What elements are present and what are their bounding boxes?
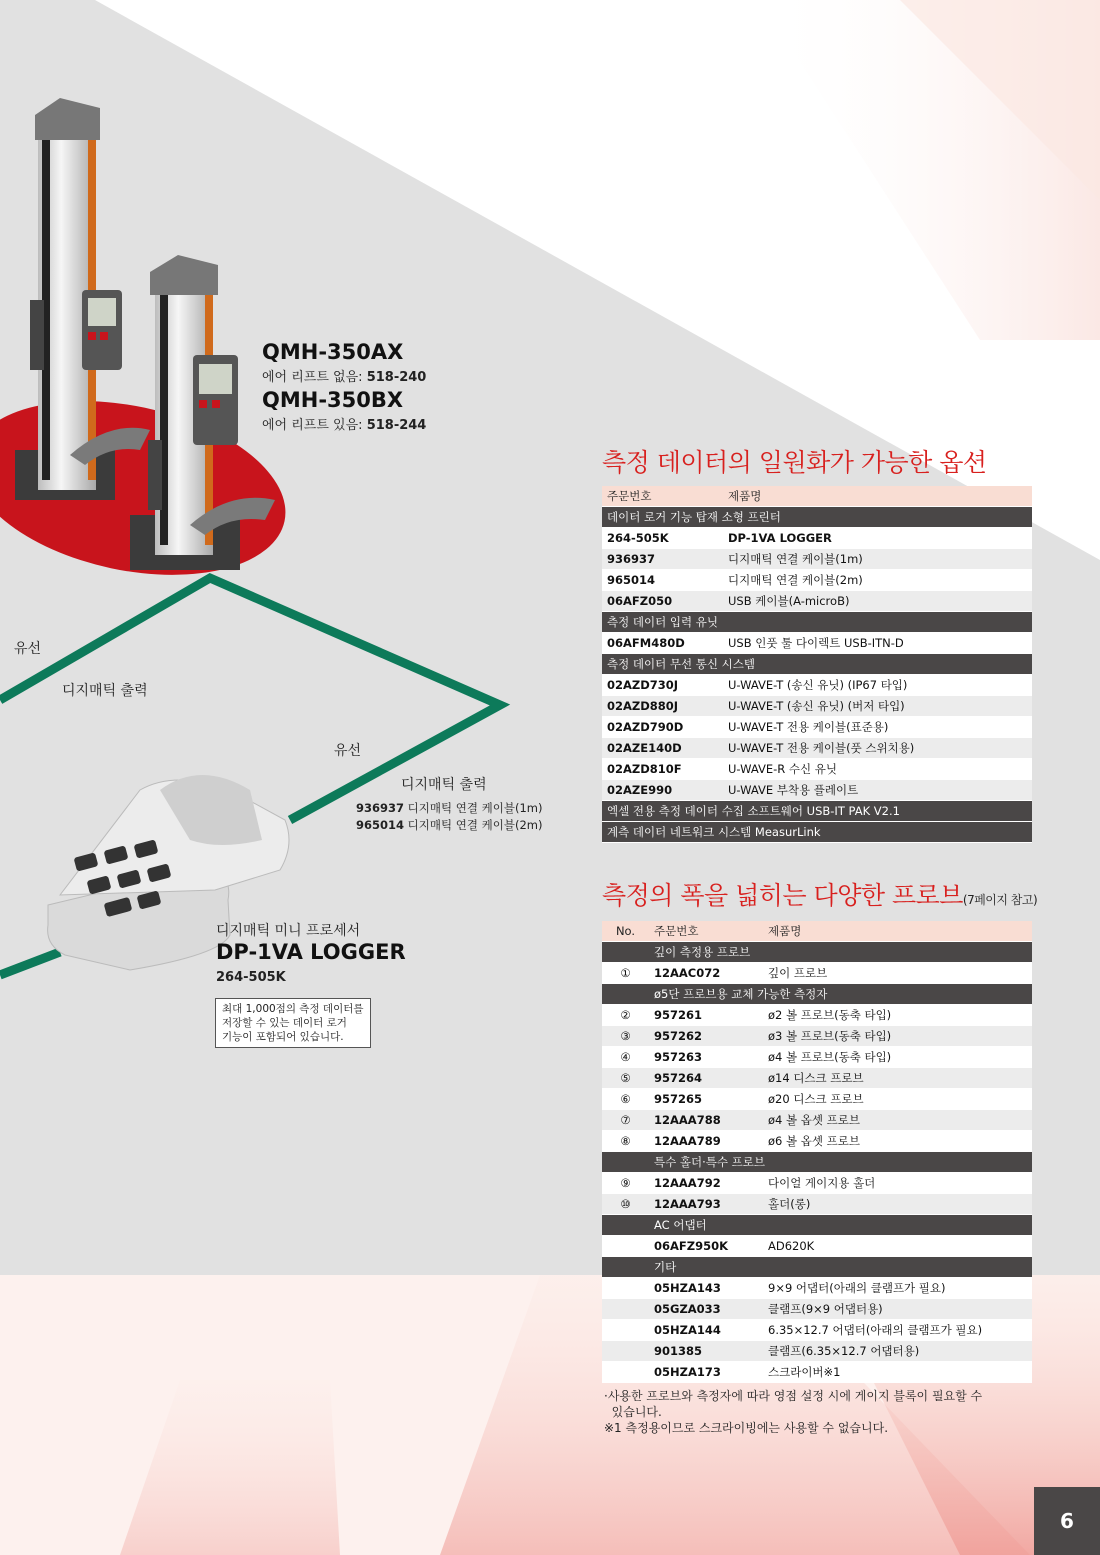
product-name: 다이얼 게이지용 홀더 <box>763 1173 1032 1194</box>
order-number: 965014 <box>602 570 723 591</box>
product-name: ø4 볼 프로브(동축 타입) <box>763 1047 1032 1068</box>
order-number: 264-505K <box>602 528 723 549</box>
order-number: 957263 <box>649 1047 763 1068</box>
product-name: U-WAVE-R 수신 유닛 <box>723 759 1032 780</box>
probes-title-ref: (7페이지 참고) <box>962 893 1038 907</box>
options-table <box>602 486 1032 843</box>
item-number <box>602 1299 649 1320</box>
item-number: ⑨ <box>602 1173 649 1194</box>
order-number: 06AFZ950K <box>649 1236 763 1257</box>
category-label: 특수 홀더·특수 프로브 <box>649 1152 1032 1173</box>
product-name: 디지매틱 연결 케이블(2m) <box>723 570 1032 591</box>
category-label: 기타 <box>649 1257 1032 1278</box>
logger-note-line: 최대 1,000점의 측정 데이터를 <box>222 1003 364 1015</box>
category-label: 측정 데이터 무선 통신 시스템 <box>602 654 1032 675</box>
table-row <box>602 717 1032 738</box>
note-line: 있습니다. <box>604 1405 662 1419</box>
category-label: 깊이 측정용 프로브 <box>649 942 1032 963</box>
category-spacer <box>602 1152 649 1173</box>
product-name: ø20 디스크 프로브 <box>763 1089 1032 1110</box>
qmh350ax-desc-text: 에어 리프트 없음: <box>262 370 367 385</box>
table-row <box>602 1005 1032 1026</box>
order-number: 05HZA173 <box>649 1362 763 1383</box>
cable-item <box>356 800 542 817</box>
item-number <box>602 1362 649 1383</box>
table-row <box>602 1089 1032 1110</box>
category-row <box>602 507 1032 528</box>
order-number: 02AZD880J <box>602 696 723 717</box>
product-name: 디지매틱 연결 케이블(1m) <box>723 549 1032 570</box>
item-number <box>602 1320 649 1341</box>
order-number: 05HZA143 <box>649 1278 763 1299</box>
item-number: ① <box>602 963 649 984</box>
table-header <box>602 921 1032 942</box>
category-spacer <box>602 1215 649 1236</box>
table-row <box>602 1026 1032 1047</box>
table-row <box>602 1173 1032 1194</box>
table-row <box>602 570 1032 591</box>
table-row <box>602 675 1032 696</box>
product-name: AD620K <box>763 1236 1032 1257</box>
wired-label-2: 유선 <box>334 743 362 759</box>
probes-table <box>602 921 1032 1383</box>
category-row <box>602 822 1032 843</box>
item-number: ⑧ <box>602 1131 649 1152</box>
table-row <box>602 780 1032 801</box>
cable-code: 936937 <box>356 801 405 815</box>
category-label: 데이터 로거 기능 탑재 소형 프린터 <box>602 507 1032 528</box>
order-number: 02AZE990 <box>602 780 723 801</box>
table-row <box>602 1320 1032 1341</box>
logger-caption: 디지매틱 미니 프로세서 <box>216 923 361 939</box>
cable-code: 965014 <box>356 818 405 832</box>
order-number: 12AAA793 <box>649 1194 763 1215</box>
qmh350ax-model: QMH-350AX <box>262 340 404 364</box>
table-row <box>602 1278 1032 1299</box>
product-name: U-WAVE-T 전용 케이블(표준용) <box>723 717 1032 738</box>
product-name: USB 인풋 툴 다이렉트 USB-ITN-D <box>723 633 1032 654</box>
column-header: 주문번호 <box>649 921 763 942</box>
item-number <box>602 1278 649 1299</box>
table-row <box>602 1341 1032 1362</box>
page-number: 6 <box>1034 1487 1100 1555</box>
product-name: 깊이 프로브 <box>763 963 1032 984</box>
table-row <box>602 738 1032 759</box>
table-row <box>602 696 1032 717</box>
logger-model: DP-1VA LOGGER <box>216 940 406 964</box>
table-row <box>602 963 1032 984</box>
order-number: 06AFM480D <box>602 633 723 654</box>
table-row <box>602 1362 1032 1383</box>
order-number: 12AAC072 <box>649 963 763 984</box>
category-label: ø5단 프로브용 교체 가능한 측정자 <box>649 984 1032 1005</box>
logger-note-line: 기능이 포함되어 있습니다. <box>222 1031 344 1043</box>
table-row <box>602 1131 1032 1152</box>
category-label: 측정 데이터 입력 유닛 <box>602 612 1032 633</box>
table-row <box>602 1236 1032 1257</box>
category-spacer <box>602 942 649 963</box>
table-row <box>602 1194 1032 1215</box>
item-number: ② <box>602 1005 649 1026</box>
column-header: 제품명 <box>763 921 1032 942</box>
category-row <box>602 1152 1032 1173</box>
digimatic-label-1: 디지매틱 출력 <box>62 683 148 699</box>
product-name: ø2 볼 프로브(동축 타입) <box>763 1005 1032 1026</box>
category-label: 엑셀 전용 측정 데이터 수집 소프트웨어 USB-IT PAK V2.1 <box>602 801 1032 822</box>
wired-label-1: 유선 <box>14 641 42 657</box>
item-number <box>602 1341 649 1362</box>
product-name: 9×9 어댑터(아래의 클램프가 필요) <box>763 1278 1032 1299</box>
logger-code: 264-505K <box>216 970 286 985</box>
table-row <box>602 549 1032 570</box>
cable-list <box>356 800 542 834</box>
item-number <box>602 1236 649 1257</box>
order-number: 02AZD790D <box>602 717 723 738</box>
product-name: ø6 볼 옵셋 프로브 <box>763 1131 1032 1152</box>
order-number: 901385 <box>649 1341 763 1362</box>
note-line: ·사용한 프로브와 측정자에 따라 영점 설정 시에 게이지 블록이 필요할 수 <box>604 1389 983 1403</box>
item-number: ⑤ <box>602 1068 649 1089</box>
category-row <box>602 801 1032 822</box>
product-name: 클램프(9×9 어댑터용) <box>763 1299 1032 1320</box>
product-name: USB 케이블(A-microB) <box>723 591 1032 612</box>
digimatic-label-2: 디지매틱 출력 <box>401 777 487 793</box>
order-number: 936937 <box>602 549 723 570</box>
order-number: 05HZA144 <box>649 1320 763 1341</box>
order-number: 12AAA788 <box>649 1110 763 1131</box>
product-name: ø4 볼 옵셋 프로브 <box>763 1110 1032 1131</box>
probes-title-text: 측정의 폭을 넓히는 다양한 프로브 <box>602 881 963 910</box>
logger-note-line: 저장할 수 있는 데이터 로거 <box>222 1017 347 1029</box>
qmh350bx-model: QMH-350BX <box>262 388 404 412</box>
table-row <box>602 633 1032 654</box>
cable-name: 디지매틱 연결 케이블(2m) <box>404 818 543 832</box>
category-spacer <box>602 984 649 1005</box>
product-name: ø3 볼 프로브(동축 타입) <box>763 1026 1032 1047</box>
logger-note-box <box>215 998 371 1048</box>
order-number: 12AAA789 <box>649 1131 763 1152</box>
order-number: 957264 <box>649 1068 763 1089</box>
order-number: 957262 <box>649 1026 763 1047</box>
product-name: 스크라이버※1 <box>763 1362 1032 1383</box>
item-number: ⑥ <box>602 1089 649 1110</box>
item-number: ⑦ <box>602 1110 649 1131</box>
qmh350bx-desc-text: 에어 리프트 있음: <box>262 418 367 433</box>
product-name: U-WAVE-T (송신 유닛) (버저 타입) <box>723 696 1032 717</box>
note-line: ※1 측정용이므로 스크라이빙에는 사용할 수 없습니다. <box>604 1421 889 1435</box>
product-name: 홀더(롱) <box>763 1194 1032 1215</box>
column-header: 제품명 <box>723 486 1032 507</box>
product-name: ø14 디스크 프로브 <box>763 1068 1032 1089</box>
order-number: 05GZA033 <box>649 1299 763 1320</box>
product-name: 6.35×12.7 어댑터(아래의 클램프가 필요) <box>763 1320 1032 1341</box>
options-title: 측정 데이터의 일원화가 가능한 옵션 <box>602 448 987 477</box>
product-name: U-WAVE-T (송신 유닛) (IP67 타입) <box>723 675 1032 696</box>
qmh350ax-desc <box>262 366 426 385</box>
category-label: AC 어댑터 <box>649 1215 1032 1236</box>
category-spacer <box>602 1257 649 1278</box>
order-number: 02AZE140D <box>602 738 723 759</box>
qmh350bx-code: 518-244 <box>366 418 427 433</box>
table-row <box>602 1299 1032 1320</box>
category-label: 계측 데이터 네트워크 시스템 MeasurLink <box>602 822 1032 843</box>
category-row <box>602 1257 1032 1278</box>
category-row <box>602 612 1032 633</box>
cable-item <box>356 817 542 834</box>
probes-title <box>602 876 1037 912</box>
cable-name: 디지매틱 연결 케이블(1m) <box>404 801 543 815</box>
table-row <box>602 1110 1032 1131</box>
order-number: 12AAA792 <box>649 1173 763 1194</box>
probes-notes <box>604 1388 982 1436</box>
order-number: 957265 <box>649 1089 763 1110</box>
table-row <box>602 1047 1032 1068</box>
table-header <box>602 486 1032 507</box>
order-number: 02AZD810F <box>602 759 723 780</box>
qmh350ax-code: 518-240 <box>366 370 427 385</box>
category-row <box>602 1215 1032 1236</box>
product-name: 클램프(6.35×12.7 어댑터용) <box>763 1341 1032 1362</box>
category-row <box>602 942 1032 963</box>
category-row <box>602 654 1032 675</box>
order-number: 957261 <box>649 1005 763 1026</box>
item-number: ③ <box>602 1026 649 1047</box>
category-row <box>602 984 1032 1005</box>
product-name: U-WAVE-T 전용 케이블(풋 스위치용) <box>723 738 1032 759</box>
table-row <box>602 1068 1032 1089</box>
order-number: 02AZD730J <box>602 675 723 696</box>
item-number: ④ <box>602 1047 649 1068</box>
column-header: No. <box>602 921 649 942</box>
product-name: DP-1VA LOGGER <box>723 528 1032 549</box>
product-name: U-WAVE 부착용 플레이트 <box>723 780 1032 801</box>
table-row <box>602 759 1032 780</box>
item-number: ⑩ <box>602 1194 649 1215</box>
qmh350bx-desc <box>262 414 426 433</box>
table-row <box>602 528 1032 549</box>
table-row <box>602 591 1032 612</box>
order-number: 06AFZ050 <box>602 591 723 612</box>
column-header: 주문번호 <box>602 486 723 507</box>
